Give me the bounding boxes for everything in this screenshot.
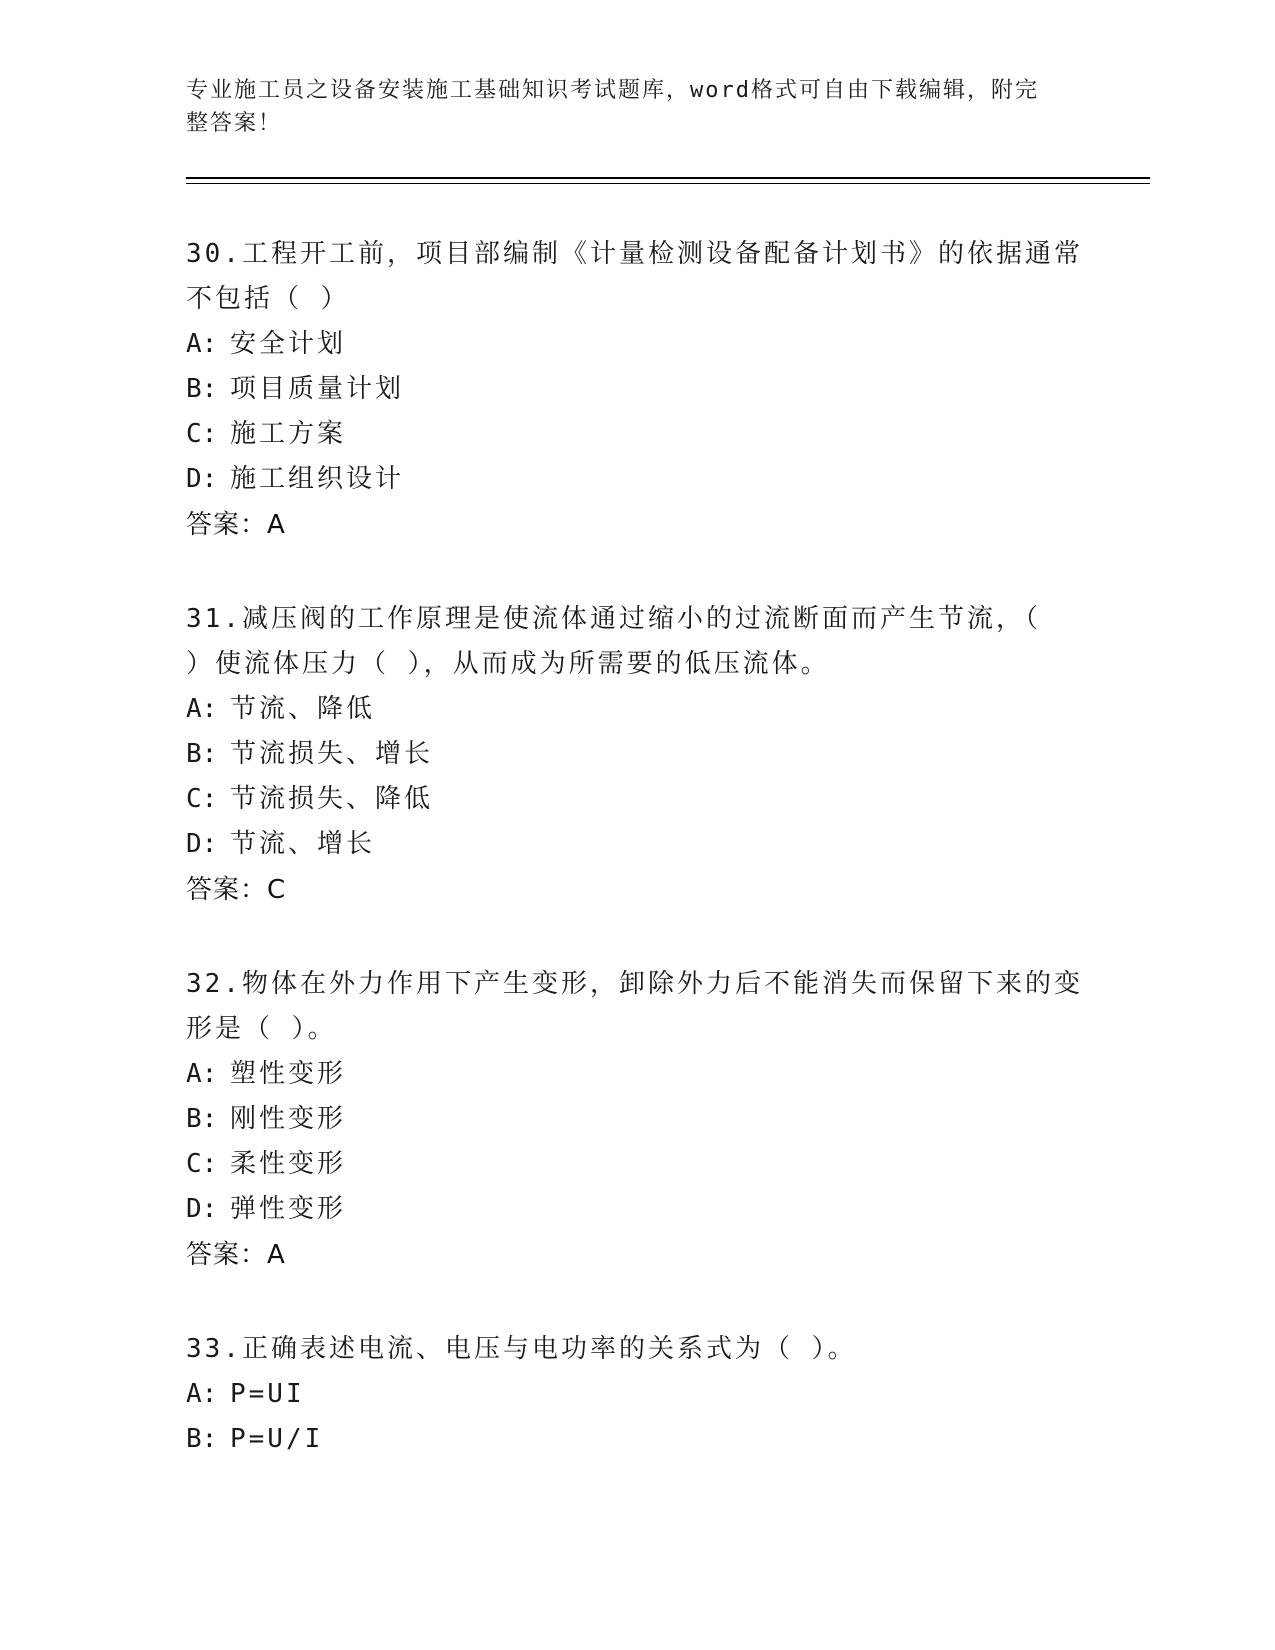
document-header — [186, 74, 1066, 140]
question-text-line: ）使流体压力（ ），从而成为所需要的低压流体。 — [186, 649, 830, 679]
option-a — [186, 1372, 1086, 1417]
option-b — [186, 1097, 1086, 1142]
header-line-2: 整答案！ — [186, 111, 283, 136]
option-text: 施工组织设计 — [230, 464, 405, 494]
option-text: 节流、增长 — [230, 829, 376, 859]
option-letter: C: — [186, 1149, 218, 1179]
answer-line: 答案：C — [186, 875, 287, 905]
option-letter: A: — [186, 329, 218, 359]
question-30 — [186, 232, 1086, 549]
option-d — [186, 822, 1086, 867]
option-letter: B: — [186, 739, 218, 769]
option-c — [186, 777, 1086, 822]
question-list — [186, 232, 1086, 1510]
option-letter: D: — [186, 1194, 218, 1224]
option-letter: B: — [186, 1104, 218, 1134]
answer-line: 答案：A — [186, 1240, 286, 1270]
option-text: 安全计划 — [230, 329, 347, 359]
question-text-line: 30.工程开工前，项目部编制《计量检测设备配备计划书》的依据通常 — [186, 239, 1083, 269]
header-divider-thick — [186, 177, 1150, 179]
option-b — [186, 1417, 1086, 1462]
option-text: 节流损失、增长 — [230, 739, 434, 769]
question-text-line: 32.物体在外力作用下产生变形，卸除外力后不能消失而保留下来的变 — [186, 969, 1083, 999]
option-letter: D: — [186, 464, 218, 494]
option-text: P=UI — [230, 1379, 305, 1409]
option-text: 刚性变形 — [230, 1104, 347, 1134]
question-33 — [186, 1327, 1086, 1462]
question-text-line: 33.正确表述电流、电压与电功率的关系式为（ ）。 — [186, 1334, 857, 1364]
question-text-line: 31.减压阀的工作原理是使流体通过缩小的过流断面而产生节流，（ — [186, 604, 1041, 634]
option-text: 节流、降低 — [230, 694, 376, 724]
header-line-1: 专业施工员之设备安装施工基础知识考试题库，word格式可自由下载编辑，附完 — [186, 78, 1039, 103]
option-a — [186, 322, 1086, 367]
option-letter: B: — [186, 374, 218, 404]
option-text: 项目质量计划 — [230, 374, 405, 404]
option-text: 塑性变形 — [230, 1059, 347, 1089]
header-divider-thin — [186, 183, 1150, 184]
question-text-line: 不包括（ ） — [186, 284, 350, 314]
option-text: 弹性变形 — [230, 1194, 347, 1224]
option-text: 节流损失、降低 — [230, 784, 434, 814]
option-letter: A: — [186, 1379, 218, 1409]
option-letter: C: — [186, 784, 218, 814]
option-letter: C: — [186, 419, 218, 449]
option-letter: A: — [186, 1059, 218, 1089]
option-b — [186, 367, 1086, 412]
option-c — [186, 1142, 1086, 1187]
option-text: 柔性变形 — [230, 1149, 347, 1179]
option-letter: B: — [186, 1424, 218, 1454]
option-a — [186, 687, 1086, 732]
option-a — [186, 1052, 1086, 1097]
option-letter: D: — [186, 829, 218, 859]
option-d — [186, 457, 1086, 502]
option-text: P=U/I — [230, 1424, 324, 1454]
question-32 — [186, 962, 1086, 1279]
option-d — [186, 1187, 1086, 1232]
option-letter: A: — [186, 694, 218, 724]
question-text-line: 形是（ ）。 — [186, 1014, 337, 1044]
option-text: 施工方案 — [230, 419, 347, 449]
option-c — [186, 412, 1086, 457]
answer-line: 答案：A — [186, 510, 286, 540]
question-31 — [186, 597, 1086, 914]
option-b — [186, 732, 1086, 777]
